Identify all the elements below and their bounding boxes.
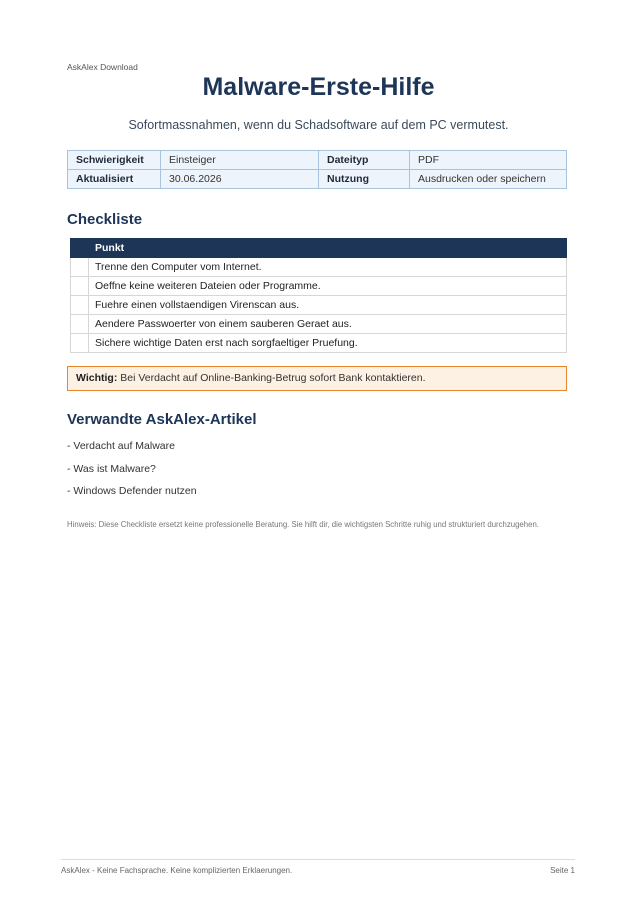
checklist-header-row (71, 239, 567, 258)
info-value-difficulty: Einsteiger (161, 151, 319, 170)
related-article-link[interactable]: - Was ist Malware? (67, 462, 156, 475)
footer-divider (61, 859, 575, 860)
checklist-column-header: Punkt (89, 239, 567, 258)
related-articles-list (67, 439, 197, 507)
info-value-usage: Ausdrucken oder speichern (410, 170, 567, 189)
notice-label: Wichtig: (76, 372, 118, 384)
checkbox-cell (71, 277, 89, 296)
checklist-item: Aendere Passwoerter von einem sauberen Geraet aus. (89, 315, 567, 334)
checklist-row (71, 315, 567, 334)
brand-label: AskAlex Download (67, 62, 138, 72)
info-key-difficulty: Schwierigkeit (68, 151, 161, 170)
checkbox-cell (71, 315, 89, 334)
checklist-item: Fuehre einen vollstaendigen Virenscan aus. (89, 296, 567, 315)
checkbox-column-header (71, 239, 89, 258)
footer-tagline: AskAlex - Keine Fachsprache. Keine komplizierten Erklaerungen. (61, 866, 293, 875)
checkbox-cell (71, 334, 89, 353)
page-subtitle: Sofortmassnahmen, wenn du Schadsoftware auf dem PC vermutest. (128, 118, 509, 132)
info-value-filetype: PDF (410, 151, 567, 170)
checklist-row (71, 334, 567, 353)
info-row (68, 170, 567, 189)
info-key-usage: Nutzung (319, 170, 410, 189)
checklist-table (70, 238, 567, 353)
checklist-item: Oeffne keine weiteren Dateien oder Programme. (89, 277, 567, 296)
notice-text: Bei Verdacht auf Online-Banking-Betrug sofort Bank kontaktieren. (117, 372, 426, 384)
page-number: Seite 1 (550, 866, 575, 875)
checklist-row (71, 296, 567, 315)
checklist-item: Trenne den Computer vom Internet. (89, 258, 567, 277)
info-row (68, 151, 567, 170)
checklist-row (71, 258, 567, 277)
checklist-row (71, 277, 567, 296)
important-notice (67, 366, 567, 391)
info-table (67, 150, 567, 189)
disclaimer-hint: Hinweis: Diese Checkliste ersetzt keine professionelle Beratung. Sie hilft dir, die wichtigsten Schritte ruhig und strukturiert durchzugehen. (67, 520, 539, 529)
checklist-heading: Checkliste (67, 211, 143, 228)
related-article-link[interactable]: - Windows Defender nutzen (67, 485, 197, 497)
checkbox-cell (71, 296, 89, 315)
info-value-updated: 30.06.2026 (161, 170, 319, 189)
checkbox-cell (71, 258, 89, 277)
related-article-link[interactable]: - Verdacht auf Malware (67, 440, 175, 452)
related-articles-heading: Verwandte AskAlex-Artikel (67, 411, 257, 428)
info-key-filetype: Dateityp (319, 151, 410, 170)
checklist-item: Sichere wichtige Daten erst nach sorgfaeltiger Pruefung. (89, 334, 567, 353)
page-title: Malware-Erste-Hilfe (202, 73, 435, 101)
info-key-updated: Aktualisiert (68, 170, 161, 189)
